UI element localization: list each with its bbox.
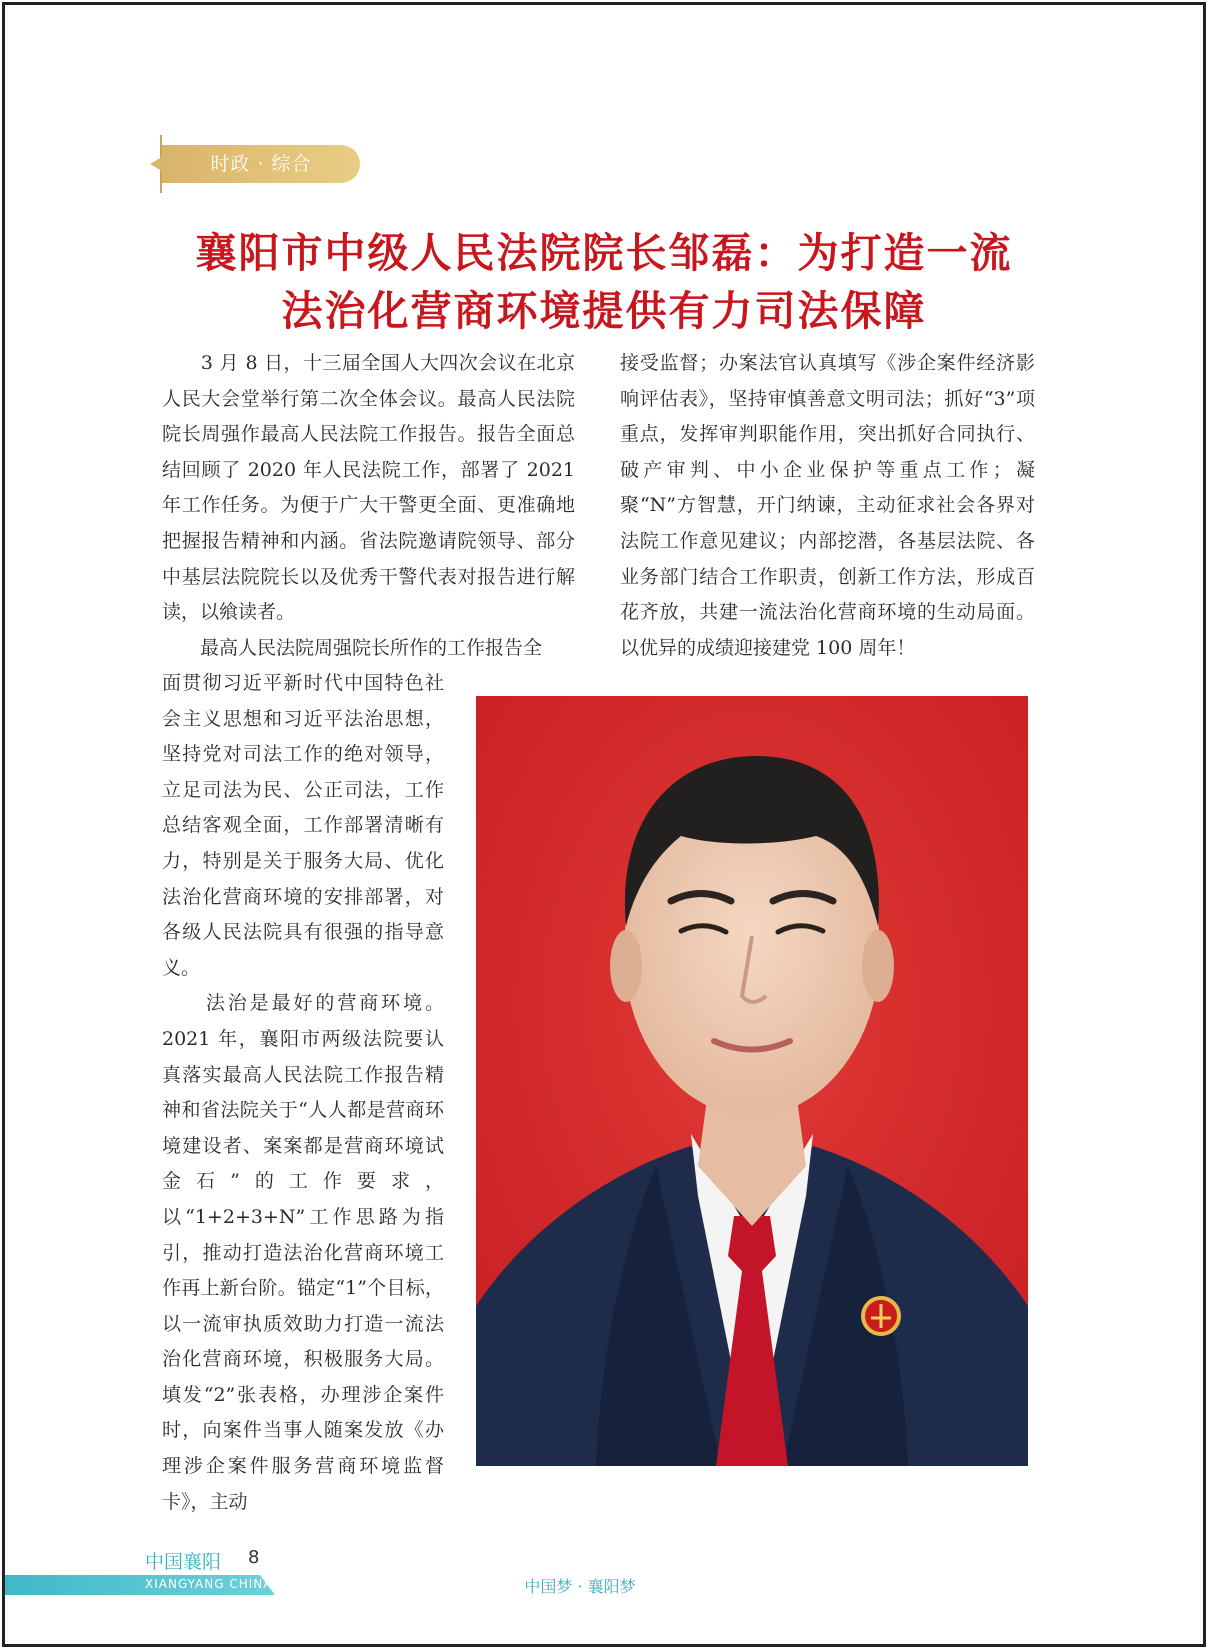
article-left-column-top: 3 月 8 日，十三届全国人大四次会议在北京人民大会堂举行第二次全体会议。最高人民法院院长周强作最高人民法院工作报告。报告全面总结回顾了 2020 年人民法院工作，部署了 2021 年工作任务。为便于广大干警更全面、更准确地把握报告精神和内涵。省法院邀请院领导、部分中基层法院院长以及优秀干警代表对报告进行解读，以飨读者。 最高人民法院周强院长所作的工作报告全 — [162, 352, 575, 659]
footer-slogan: 中国梦 · 襄阳梦 — [524, 1577, 636, 1596]
article-right-column: 接受监督；办案法官认真填写《涉企案件经济影响评估表》，坚持审慎善意文明司法；抓好“3”项重点，发挥审判职能作用，突出抓好合同执行、破产审判、中小企业保护等重点工作；凝聚“N”方智慧，开门纳谏，主动征求社会各界对法院工作意见建议；内部挖潜，各基层法院、各业务部门结合工作职责，创新工作方法，形成百花齐放，共建一流法治化营商环境的生动局面。以优异的成绩迎接建党 100 周年！ — [620, 352, 1035, 659]
section-tag-notch — [150, 157, 162, 171]
headline-line-1: 襄阳市中级人民法院院长邹磊：为打造一流 — [195, 229, 1013, 277]
article-left-column-narrow: 面贯彻习近平新时代中国特色社会主义思想和习近平法治思想，坚持党对司法工作的绝对领导，立足司法为民、公正司法，工作总结客观全面，工作部署清晰有力，特别是关于服务大局、优化法治化营商环境的安排部署，对各级人民法院具有很强的指导意义。 法治是最好的营商环境。2021 年，襄阳市两级法院要认真落实最高人民法院工作报告精神和省法院关于“人人都是营商环境建设者、案案都是营商环境试金石”的工作要求，以“1+2+3+N”工作思路为指引，推动打造法治化营商环境工作再上新台阶。锚定“1”个目标，以一流审执质效助力打造一流法治化营商环境，积极服务大局。填发“2”张表格，办理涉企案件时，向案件当事人随案发放《办理涉企案件服务营商环境监督卡》，主动 — [162, 672, 444, 1513]
portrait-photo — [476, 696, 1028, 1466]
footer-brand-english: XIANGYANG CHINA — [145, 1577, 273, 1591]
section-tag — [162, 145, 360, 183]
court-emblem-icon — [863, 1298, 899, 1334]
footer-brand: 中国襄阳 — [145, 1551, 222, 1573]
headline-line-2: 法治化营商环境提供有力司法保障 — [281, 287, 927, 335]
footer-page-number: 8 — [248, 1547, 260, 1568]
section-tag-label: 时政 · 综合 — [210, 153, 312, 175]
